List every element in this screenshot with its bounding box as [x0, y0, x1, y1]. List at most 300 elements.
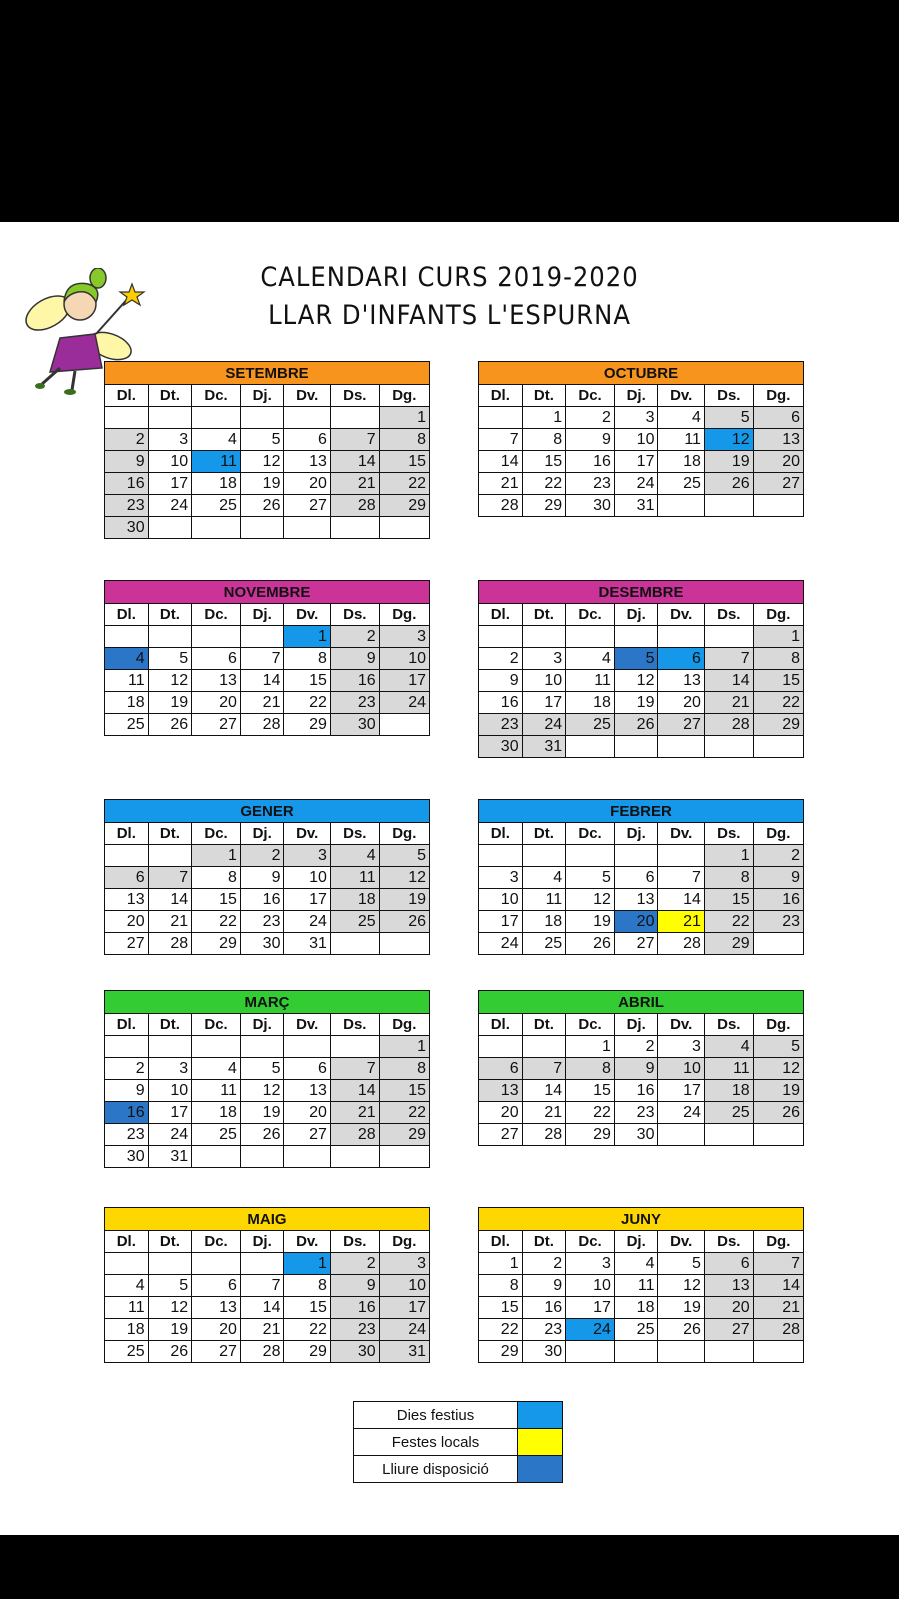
day-cell: 27: [753, 473, 803, 495]
empty-cell: [566, 736, 615, 758]
day-cell: 30: [479, 736, 523, 758]
day-cell: 18: [330, 889, 379, 911]
day-cell: 7: [330, 1058, 379, 1080]
day-cell: 6: [284, 429, 330, 451]
day-cell: 28: [753, 1319, 803, 1341]
day-cell: 27: [105, 933, 149, 955]
weekday-header: Dc.: [566, 1231, 615, 1253]
day-cell: 17: [479, 911, 523, 933]
month-calendar-març: [104, 990, 430, 1168]
day-cell: 12: [704, 429, 753, 451]
day-cell: 14: [704, 670, 753, 692]
day-cell: 12: [658, 1275, 704, 1297]
day-cell: 15: [284, 670, 330, 692]
month-name: SETEMBRE: [105, 362, 430, 385]
day-cell: 28: [148, 933, 192, 955]
day-cell: 10: [658, 1058, 704, 1080]
weekday-header: Dl.: [105, 1231, 149, 1253]
weekday-header: Dv.: [284, 385, 330, 407]
empty-cell: [658, 845, 704, 867]
empty-cell: [379, 714, 429, 736]
day-cell: 31: [522, 736, 566, 758]
day-cell: 26: [753, 1102, 803, 1124]
weekday-header: Dv.: [284, 823, 330, 845]
weekday-header: Dc.: [192, 1014, 241, 1036]
day-cell: 24: [658, 1102, 704, 1124]
weekday-header: Ds.: [330, 385, 379, 407]
day-cell: 23: [566, 473, 615, 495]
day-cell: 11: [614, 1275, 658, 1297]
day-cell: 18: [522, 911, 566, 933]
day-cell: 8: [566, 1058, 615, 1080]
day-cell: 3: [522, 648, 566, 670]
weekday-header: Dc.: [566, 823, 615, 845]
day-cell: 14: [522, 1080, 566, 1102]
day-cell: 12: [753, 1058, 803, 1080]
day-cell: 1: [379, 1036, 429, 1058]
day-cell: 17: [284, 889, 330, 911]
empty-cell: [148, 1036, 192, 1058]
day-cell: 21: [704, 692, 753, 714]
empty-cell: [284, 1036, 330, 1058]
day-cell: 9: [330, 648, 379, 670]
day-cell: 7: [240, 648, 284, 670]
day-cell: 20: [614, 911, 658, 933]
day-cell: 4: [522, 867, 566, 889]
month-calendar-juny: [478, 1207, 804, 1363]
day-cell: 2: [753, 845, 803, 867]
day-cell: 20: [192, 692, 241, 714]
day-cell: 21: [240, 692, 284, 714]
day-cell: 15: [704, 889, 753, 911]
day-cell: 2: [479, 648, 523, 670]
empty-cell: [192, 1146, 241, 1168]
day-cell: 8: [284, 648, 330, 670]
weekday-header: Dt.: [522, 1014, 566, 1036]
day-cell: 14: [753, 1275, 803, 1297]
day-cell: 4: [192, 429, 241, 451]
day-cell: 15: [753, 670, 803, 692]
empty-cell: [148, 845, 192, 867]
weekday-header: Dj.: [240, 385, 284, 407]
day-cell: 10: [566, 1275, 615, 1297]
empty-cell: [240, 1146, 284, 1168]
empty-cell: [479, 407, 523, 429]
day-cell: 20: [479, 1102, 523, 1124]
empty-cell: [753, 495, 803, 517]
day-cell: 11: [105, 1297, 149, 1319]
weekday-header: Dt.: [148, 1014, 192, 1036]
day-cell: 3: [379, 1253, 429, 1275]
legend-label: Lliure disposició: [354, 1456, 518, 1483]
day-cell: 9: [753, 867, 803, 889]
day-cell: 24: [566, 1319, 615, 1341]
weekday-header: Dt.: [148, 604, 192, 626]
empty-cell: [240, 1253, 284, 1275]
empty-cell: [240, 626, 284, 648]
day-cell: 13: [192, 1297, 241, 1319]
day-cell: 10: [379, 1275, 429, 1297]
day-cell: 22: [192, 911, 241, 933]
empty-cell: [753, 1124, 803, 1146]
legend-label: Dies festius: [354, 1402, 518, 1429]
day-cell: 21: [522, 1102, 566, 1124]
weekday-header: Dg.: [379, 1231, 429, 1253]
empty-cell: [614, 845, 658, 867]
day-cell: 3: [148, 1058, 192, 1080]
day-cell: 24: [479, 933, 523, 955]
day-cell: 10: [284, 867, 330, 889]
day-cell: 19: [379, 889, 429, 911]
day-cell: 12: [566, 889, 615, 911]
day-cell: 28: [704, 714, 753, 736]
day-cell: 6: [479, 1058, 523, 1080]
empty-cell: [479, 626, 523, 648]
day-cell: 26: [240, 495, 284, 517]
day-cell: 18: [192, 473, 241, 495]
day-cell: 6: [614, 867, 658, 889]
day-cell: 19: [148, 692, 192, 714]
weekday-header: Dg.: [379, 823, 429, 845]
empty-cell: [330, 1146, 379, 1168]
day-cell: 9: [614, 1058, 658, 1080]
weekday-header: Dg.: [379, 1014, 429, 1036]
day-cell: 14: [479, 451, 523, 473]
day-cell: 20: [658, 692, 704, 714]
empty-cell: [192, 1253, 241, 1275]
day-cell: 2: [105, 1058, 149, 1080]
day-cell: 2: [566, 407, 615, 429]
month-name: FEBRER: [479, 800, 804, 823]
month-name: NOVEMBRE: [105, 581, 430, 604]
day-cell: 18: [105, 1319, 149, 1341]
day-cell: 21: [240, 1319, 284, 1341]
weekday-header: Dc.: [192, 385, 241, 407]
day-cell: 14: [658, 889, 704, 911]
day-cell: 13: [284, 1080, 330, 1102]
day-cell: 9: [240, 867, 284, 889]
day-cell: 12: [614, 670, 658, 692]
month-name: ABRIL: [479, 991, 804, 1014]
month-calendar-setembre: [104, 361, 430, 539]
weekday-header: Dv.: [658, 385, 704, 407]
day-cell: 13: [479, 1080, 523, 1102]
legend-row: [354, 1402, 563, 1429]
weekday-header: Dv.: [284, 604, 330, 626]
day-cell: 17: [522, 692, 566, 714]
weekday-header: Dv.: [658, 823, 704, 845]
day-cell: 21: [753, 1297, 803, 1319]
day-cell: 22: [522, 473, 566, 495]
day-cell: 7: [479, 429, 523, 451]
day-cell: 17: [148, 473, 192, 495]
day-cell: 3: [284, 845, 330, 867]
day-cell: 28: [240, 1341, 284, 1363]
day-cell: 29: [284, 714, 330, 736]
day-cell: 17: [566, 1297, 615, 1319]
day-cell: 31: [379, 1341, 429, 1363]
day-cell: 19: [704, 451, 753, 473]
day-cell: 1: [566, 1036, 615, 1058]
empty-cell: [148, 407, 192, 429]
weekday-header: Dg.: [753, 1014, 803, 1036]
day-cell: 15: [192, 889, 241, 911]
day-cell: 9: [105, 451, 149, 473]
legend-label: Festes locals: [354, 1429, 518, 1456]
empty-cell: [704, 736, 753, 758]
day-cell: 22: [284, 1319, 330, 1341]
weekday-header: Ds.: [704, 1014, 753, 1036]
day-cell: 29: [566, 1124, 615, 1146]
legend-swatch: [518, 1402, 563, 1429]
day-cell: 12: [148, 670, 192, 692]
day-cell: 21: [479, 473, 523, 495]
day-cell: 2: [240, 845, 284, 867]
day-cell: 7: [240, 1275, 284, 1297]
day-cell: 6: [192, 1275, 241, 1297]
day-cell: 24: [522, 714, 566, 736]
day-cell: 6: [192, 648, 241, 670]
day-cell: 30: [105, 517, 149, 539]
weekday-header: Dl.: [479, 604, 523, 626]
day-cell: 14: [330, 451, 379, 473]
weekday-header: Dt.: [522, 823, 566, 845]
day-cell: 7: [330, 429, 379, 451]
weekday-header: Dl.: [479, 823, 523, 845]
empty-cell: [753, 933, 803, 955]
day-cell: 27: [192, 1341, 241, 1363]
empty-cell: [192, 517, 241, 539]
day-cell: 30: [614, 1124, 658, 1146]
empty-cell: [330, 407, 379, 429]
day-cell: 5: [566, 867, 615, 889]
month-calendar-gener: [104, 799, 430, 955]
empty-cell: [566, 845, 615, 867]
day-cell: 11: [105, 670, 149, 692]
day-cell: 12: [240, 1080, 284, 1102]
day-cell: 20: [753, 451, 803, 473]
day-cell: 3: [379, 626, 429, 648]
day-cell: 10: [614, 429, 658, 451]
day-cell: 9: [479, 670, 523, 692]
empty-cell: [566, 1341, 615, 1363]
weekday-header: Dt.: [522, 1231, 566, 1253]
day-cell: 4: [330, 845, 379, 867]
day-cell: 22: [379, 473, 429, 495]
day-cell: 16: [522, 1297, 566, 1319]
day-cell: 15: [522, 451, 566, 473]
weekday-header: Dv.: [658, 1231, 704, 1253]
empty-cell: [240, 407, 284, 429]
month-name: DESEMBRE: [479, 581, 804, 604]
day-cell: 28: [479, 495, 523, 517]
day-cell: 28: [330, 495, 379, 517]
day-cell: 19: [240, 473, 284, 495]
day-cell: 17: [379, 670, 429, 692]
day-cell: 27: [658, 714, 704, 736]
month-name: JUNY: [479, 1208, 804, 1231]
empty-cell: [105, 1036, 149, 1058]
day-cell: 31: [148, 1146, 192, 1168]
empty-cell: [522, 1036, 566, 1058]
empty-cell: [614, 626, 658, 648]
month-calendar-novembre: [104, 580, 430, 736]
weekday-header: Dj.: [614, 823, 658, 845]
day-cell: 23: [614, 1102, 658, 1124]
day-cell: 26: [566, 933, 615, 955]
empty-cell: [658, 495, 704, 517]
day-cell: 25: [192, 1124, 241, 1146]
empty-cell: [192, 626, 241, 648]
day-cell: 2: [330, 626, 379, 648]
day-cell: 9: [105, 1080, 149, 1102]
month-name: MARÇ: [105, 991, 430, 1014]
weekday-header: Dj.: [240, 604, 284, 626]
weekday-header: Dg.: [379, 604, 429, 626]
weekday-header: Dj.: [614, 385, 658, 407]
day-cell: 22: [479, 1319, 523, 1341]
day-cell: 20: [105, 911, 149, 933]
weekday-header: Dl.: [105, 823, 149, 845]
day-cell: 4: [614, 1253, 658, 1275]
month-calendar-febrer: [478, 799, 804, 955]
day-cell: 24: [379, 692, 429, 714]
day-cell: 5: [240, 429, 284, 451]
day-cell: 20: [284, 473, 330, 495]
day-cell: 20: [284, 1102, 330, 1124]
empty-cell: [522, 626, 566, 648]
day-cell: 23: [753, 911, 803, 933]
weekday-header: Dl.: [479, 1014, 523, 1036]
day-cell: 16: [330, 1297, 379, 1319]
day-cell: 21: [658, 911, 704, 933]
day-cell: 5: [658, 1253, 704, 1275]
day-cell: 25: [105, 1341, 149, 1363]
empty-cell: [658, 626, 704, 648]
day-cell: 21: [148, 911, 192, 933]
empty-cell: [614, 736, 658, 758]
day-cell: 16: [479, 692, 523, 714]
day-cell: 16: [240, 889, 284, 911]
day-cell: 11: [566, 670, 615, 692]
day-cell: 2: [522, 1253, 566, 1275]
day-cell: 25: [658, 473, 704, 495]
weekday-header: Dv.: [284, 1231, 330, 1253]
day-cell: 10: [148, 451, 192, 473]
day-cell: 4: [566, 648, 615, 670]
month-calendar-desembre: [478, 580, 804, 758]
day-cell: 29: [522, 495, 566, 517]
day-cell: 28: [522, 1124, 566, 1146]
day-cell: 25: [105, 714, 149, 736]
weekday-header: Dc.: [566, 385, 615, 407]
day-cell: 29: [379, 495, 429, 517]
day-cell: 11: [704, 1058, 753, 1080]
day-cell: 30: [240, 933, 284, 955]
day-cell: 1: [192, 845, 241, 867]
day-cell: 25: [192, 495, 241, 517]
day-cell: 19: [658, 1297, 704, 1319]
weekday-header: Ds.: [330, 823, 379, 845]
empty-cell: [379, 517, 429, 539]
empty-cell: [658, 736, 704, 758]
weekday-header: Dv.: [284, 1014, 330, 1036]
day-cell: 8: [379, 1058, 429, 1080]
day-cell: 25: [566, 714, 615, 736]
weekday-header: Dg.: [379, 385, 429, 407]
day-cell: 8: [753, 648, 803, 670]
day-cell: 29: [379, 1124, 429, 1146]
day-cell: 3: [566, 1253, 615, 1275]
day-cell: 10: [379, 648, 429, 670]
weekday-header: Ds.: [330, 604, 379, 626]
day-cell: 17: [379, 1297, 429, 1319]
day-cell: 5: [148, 648, 192, 670]
day-cell: 14: [330, 1080, 379, 1102]
weekday-header: Dj.: [240, 1231, 284, 1253]
day-cell: 10: [522, 670, 566, 692]
weekday-header: Dl.: [479, 385, 523, 407]
day-cell: 1: [379, 407, 429, 429]
day-cell: 23: [330, 692, 379, 714]
day-cell: 23: [105, 495, 149, 517]
empty-cell: [522, 845, 566, 867]
day-cell: 29: [284, 1341, 330, 1363]
day-cell: 22: [704, 911, 753, 933]
day-cell: 13: [658, 670, 704, 692]
weekday-header: Dc.: [192, 1231, 241, 1253]
weekday-header: Dg.: [753, 1231, 803, 1253]
empty-cell: [614, 1341, 658, 1363]
weekday-header: Dt.: [148, 1231, 192, 1253]
day-cell: 9: [522, 1275, 566, 1297]
day-cell: 30: [522, 1341, 566, 1363]
day-cell: 6: [658, 648, 704, 670]
day-cell: 4: [105, 1275, 149, 1297]
day-cell: 1: [704, 845, 753, 867]
empty-cell: [284, 517, 330, 539]
empty-cell: [192, 407, 241, 429]
day-cell: 16: [753, 889, 803, 911]
day-cell: 5: [614, 648, 658, 670]
day-cell: 29: [192, 933, 241, 955]
day-cell: 3: [658, 1036, 704, 1058]
day-cell: 10: [148, 1080, 192, 1102]
day-cell: 19: [240, 1102, 284, 1124]
day-cell: 17: [614, 451, 658, 473]
month-calendar-maig: [104, 1207, 430, 1363]
day-cell: 8: [704, 867, 753, 889]
legend-swatch: [518, 1456, 563, 1483]
weekday-header: Dt.: [148, 385, 192, 407]
month-calendar-octubre: [478, 361, 804, 517]
page-title-line1: CALENDARI CURS 2019-2020: [260, 262, 639, 293]
day-cell: 14: [240, 670, 284, 692]
day-cell: 4: [704, 1036, 753, 1058]
day-cell: 28: [240, 714, 284, 736]
weekday-header: Dg.: [753, 385, 803, 407]
weekday-header: Dl.: [105, 385, 149, 407]
day-cell: 8: [284, 1275, 330, 1297]
day-cell: 13: [704, 1275, 753, 1297]
day-cell: 24: [284, 911, 330, 933]
day-cell: 6: [704, 1253, 753, 1275]
day-cell: 7: [753, 1253, 803, 1275]
empty-cell: [148, 626, 192, 648]
weekday-header: Dt.: [522, 385, 566, 407]
empty-cell: [658, 1341, 704, 1363]
day-cell: 23: [522, 1319, 566, 1341]
